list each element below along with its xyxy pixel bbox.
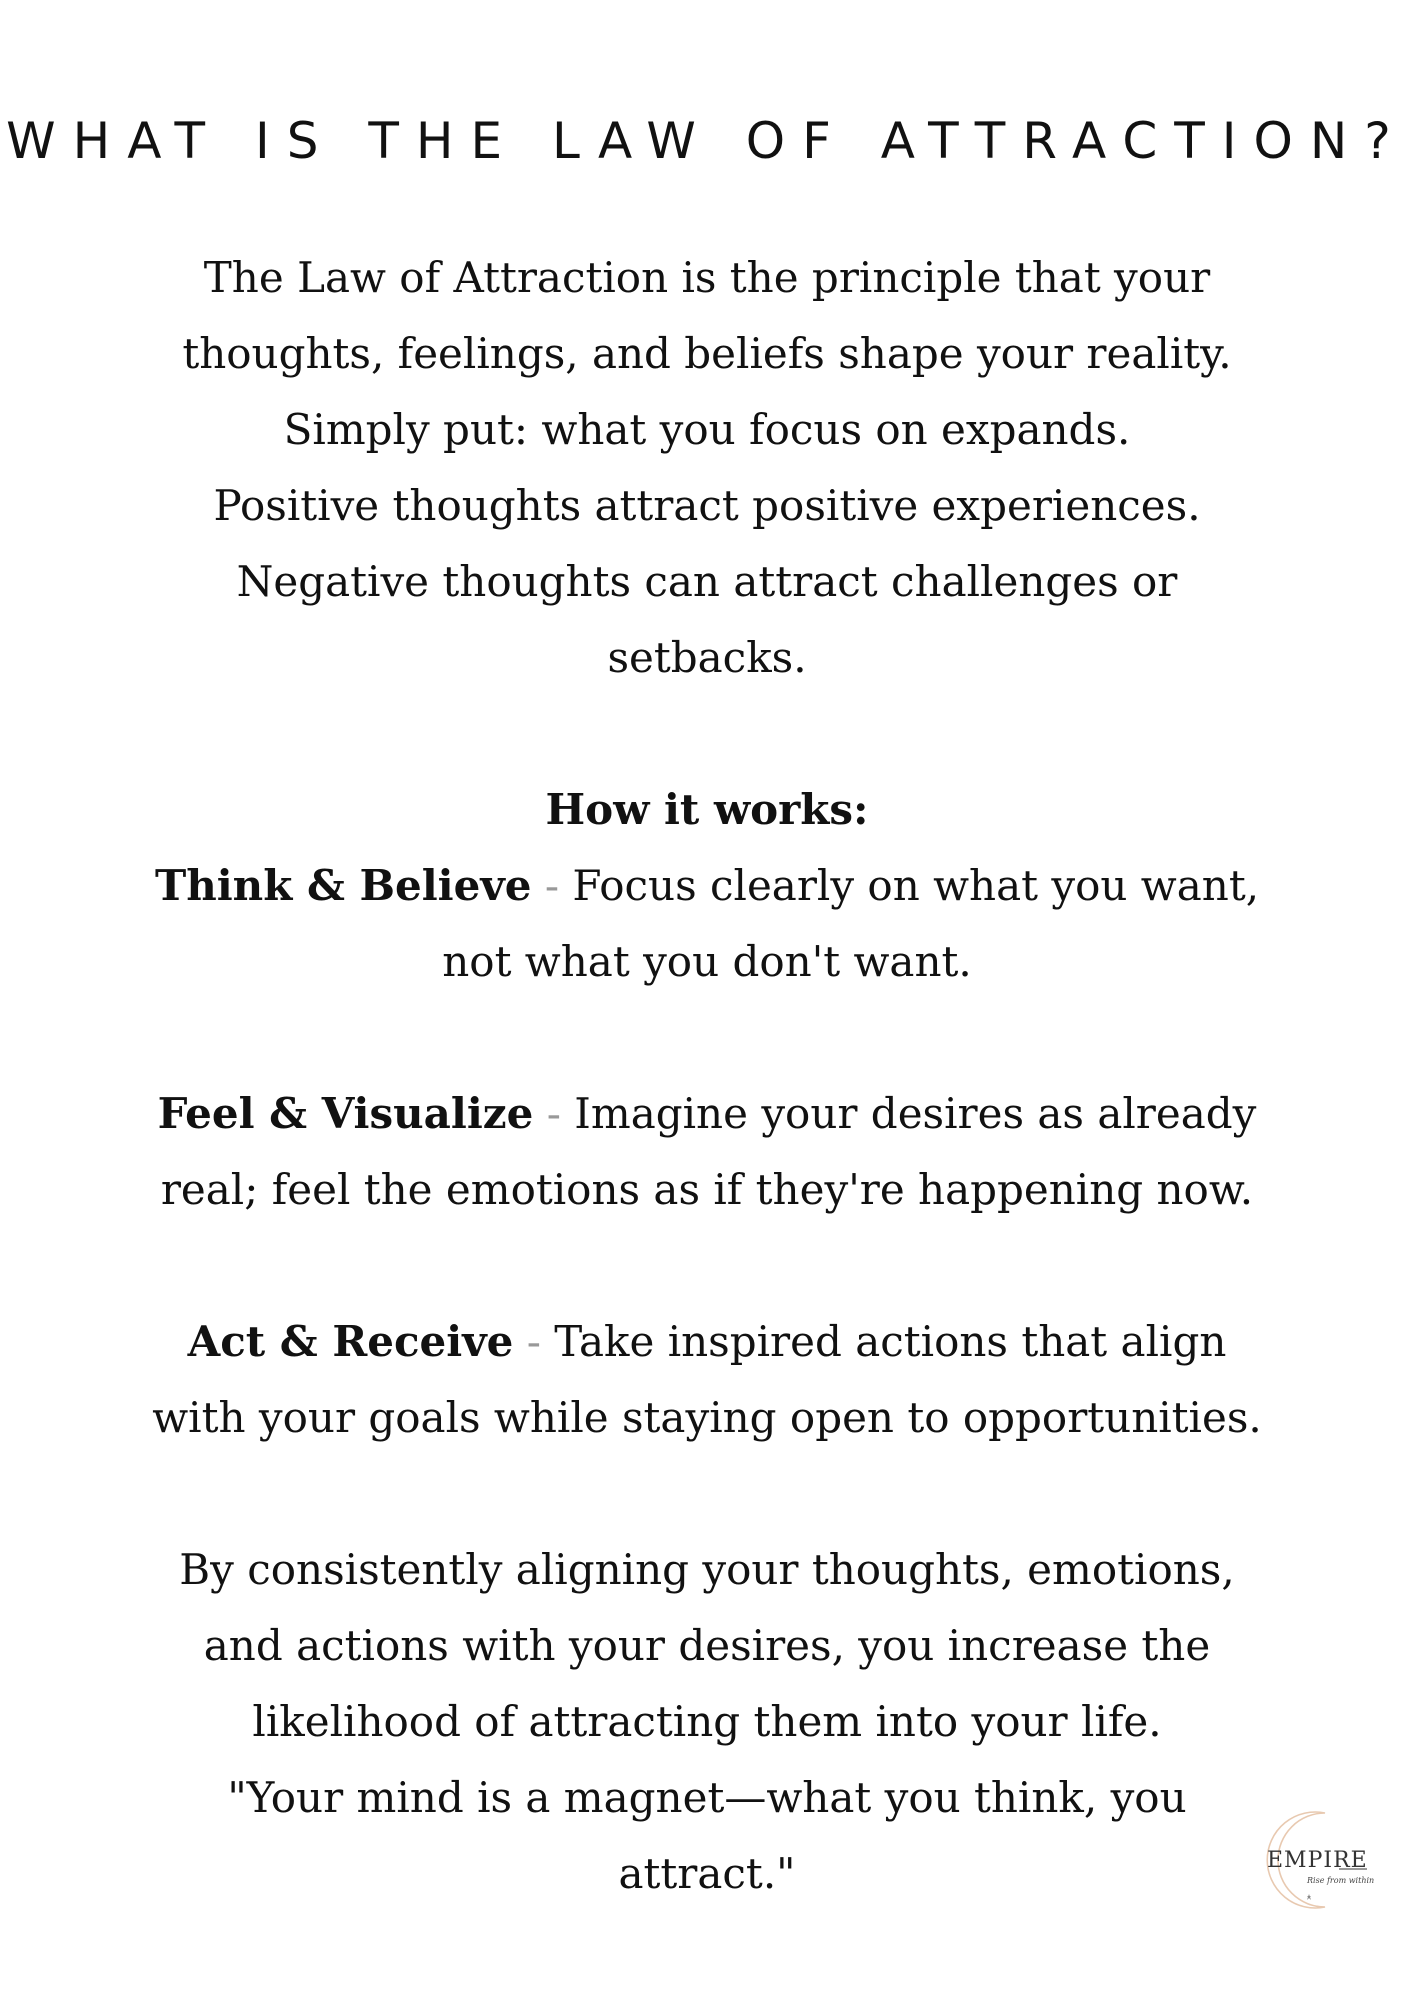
step-line	[100, 1304, 1314, 1380]
spacer	[100, 1000, 1314, 1076]
section-heading: How it works:	[545, 785, 869, 834]
quote-line: "Your mind is a magnet—what you think, you	[227, 1773, 1187, 1822]
step-text: Imagine your desires as already	[574, 1089, 1257, 1138]
step-term: Act & Receive	[187, 1317, 514, 1366]
intro-line: setbacks.	[607, 633, 807, 682]
page-title: WHAT IS THE LAW OF ATTRACTION?	[6, 112, 1408, 170]
step-line: real; feel the emotions as if they're happening now.	[160, 1165, 1254, 1214]
quote-line: attract."	[618, 1849, 796, 1898]
intro-line: The Law of Attraction is the principle that your	[203, 253, 1211, 302]
step-dash: -	[513, 1317, 555, 1366]
step-text: Take inspired actions that align	[554, 1317, 1227, 1366]
body-content	[100, 240, 1314, 1912]
intro-line: Negative thoughts can attract challenges or	[236, 557, 1178, 606]
step-dash: -	[531, 861, 573, 910]
step-line: with your goals while staying open to opportunities.	[152, 1393, 1262, 1442]
spacer	[100, 1228, 1314, 1304]
step-line	[100, 1076, 1314, 1152]
intro-line: thoughts, feelings, and beliefs shape your reality.	[182, 329, 1232, 378]
step-text: Focus clearly on what you want,	[572, 861, 1260, 910]
closing-line: likelihood of attracting them into your life.	[252, 1697, 1162, 1746]
step-line: not what you don't want.	[442, 937, 972, 986]
intro-line: Positive thoughts attract positive experiences.	[213, 481, 1201, 530]
crescent-moon-icon	[1255, 1805, 1375, 1915]
step-dash: -	[533, 1089, 575, 1138]
closing-line: and actions with your desires, you increase the	[203, 1621, 1211, 1670]
closing-line: By consistently aligning your thoughts, emotions,	[179, 1545, 1235, 1594]
step-line	[100, 848, 1314, 924]
intro-line: Simply put: what you focus on expands.	[283, 405, 1131, 454]
spacer	[100, 1456, 1314, 1532]
step-term: Think & Believe	[154, 861, 532, 910]
logo-tagline: Rise from within	[1307, 1876, 1375, 1885]
logo-wordmark: EMPIRE	[1267, 1848, 1368, 1873]
empire-logo	[1255, 1805, 1375, 1915]
spacer	[100, 696, 1314, 772]
step-term: Feel & Visualize	[157, 1089, 534, 1138]
